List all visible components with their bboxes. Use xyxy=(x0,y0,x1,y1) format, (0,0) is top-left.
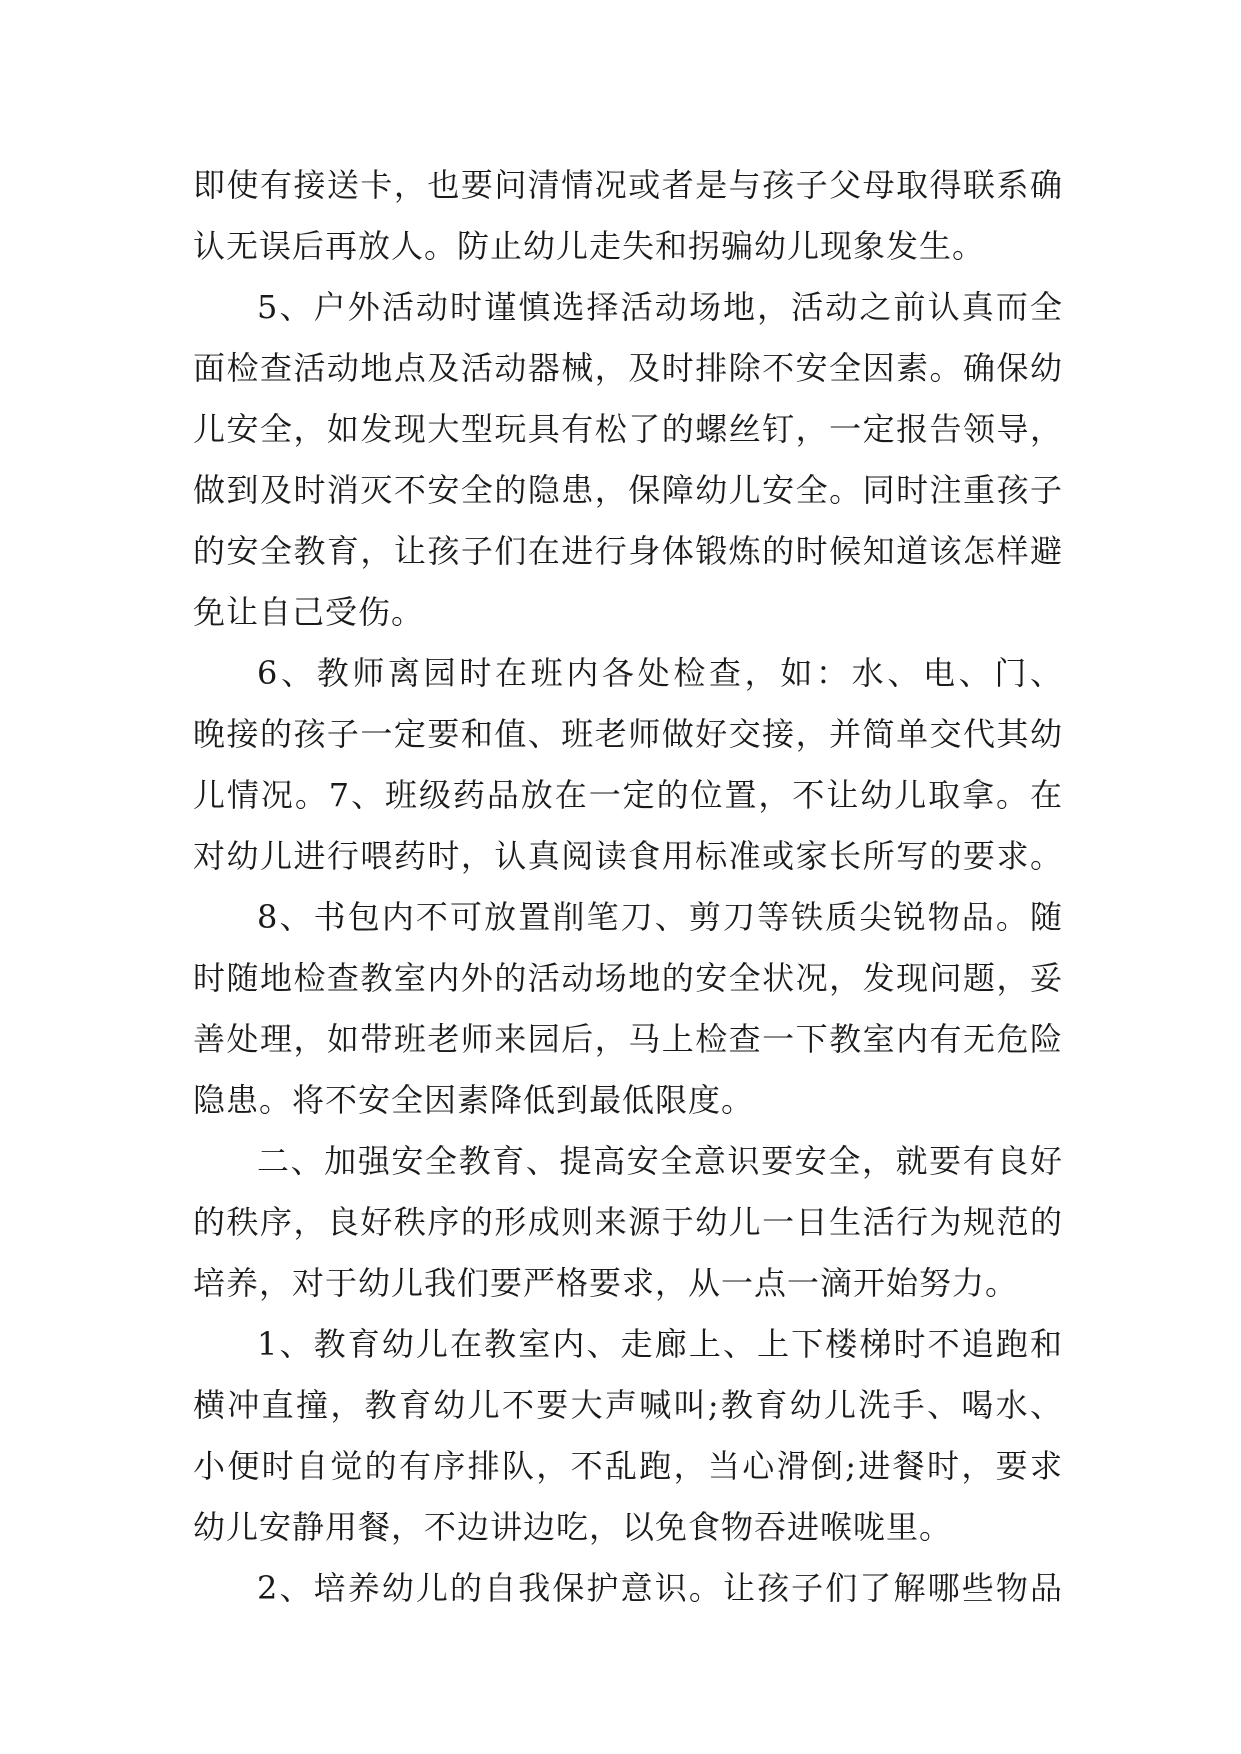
text-line: 面检查活动地点及活动器械，及时排除不安全因素。确保幼 xyxy=(193,349,1063,387)
paragraph-start-line: 二、加强安全教育、提高安全意识要安全，就要有良好 xyxy=(257,1142,1063,1180)
text-line: 晚接的孩子一定要和值、班老师做好交接，并简单交代其幼 xyxy=(193,715,1063,753)
text-line: 幼儿安静用餐，不边讲边吃，以免食物吞进喉咙里。 xyxy=(193,1508,953,1546)
text-line: 培养，对于幼儿我们要严格要求，从一点一滴开始努力。 xyxy=(193,1264,1019,1302)
text-line: 的秩序，良好秩序的形成则来源于幼儿一日生活行为规范的 xyxy=(193,1203,1063,1241)
document-body xyxy=(193,155,1063,1619)
text-line: 儿安全，如发现大型玩具有松了的螺丝钉，一定报告领导， xyxy=(193,410,1063,448)
text-line: 免让自己受伤。 xyxy=(193,593,425,631)
text-line: 做到及时消灭不安全的隐患，保障幼儿安全。同时注重孩子 xyxy=(193,471,1063,509)
paragraph-start-line: 5、户外活动时谨慎选择活动场地，活动之前认真而全 xyxy=(257,288,1063,326)
text-line: 隐患。将不安全因素降低到最低限度。 xyxy=(193,1081,755,1119)
text-line: 儿情况。7、班级药品放在一定的位置，不让幼儿取拿。在 xyxy=(193,776,1063,814)
paragraph-start-line: 2、培养幼儿的自我保护意识。让孩子们了解哪些物品 xyxy=(257,1569,1063,1607)
text-line: 的安全教育，让孩子们在进行身体锻炼的时候知道该怎样避 xyxy=(193,532,1063,570)
text-line: 善处理，如带班老师来园后，马上检查一下教室内有无危险 xyxy=(193,1020,1063,1058)
text-line: 时随地检查教室内外的活动场地的安全状况，发现问题，妥 xyxy=(193,959,1063,997)
text-line: 横冲直撞，教育幼儿不要大声喊叫;教育幼儿洗手、喝水、 xyxy=(193,1386,1063,1424)
paragraph-start-line: 6、教师离园时在班内各处检查，如：水、电、门、 xyxy=(257,654,1063,692)
text-line: 认无误后再放人。防止幼儿走失和拐骗幼儿现象发生。 xyxy=(193,227,986,265)
text-line: 即使有接送卡，也要问清情况或者是与孩子父母取得联系确 xyxy=(193,166,1063,204)
paragraph-start-line: 1、教育幼儿在教室内、走廊上、上下楼梯时不追跑和 xyxy=(257,1325,1063,1363)
paragraph-start-line: 8、书包内不可放置削笔刀、剪刀等铁质尖锐物品。随 xyxy=(257,898,1063,936)
text-line: 小便时自觉的有序排队，不乱跑，当心滑倒;进餐时，要求 xyxy=(193,1447,1063,1485)
text-line: 对幼儿进行喂药时，认真阅读食用标准或家长所写的要求。 xyxy=(193,837,1063,875)
